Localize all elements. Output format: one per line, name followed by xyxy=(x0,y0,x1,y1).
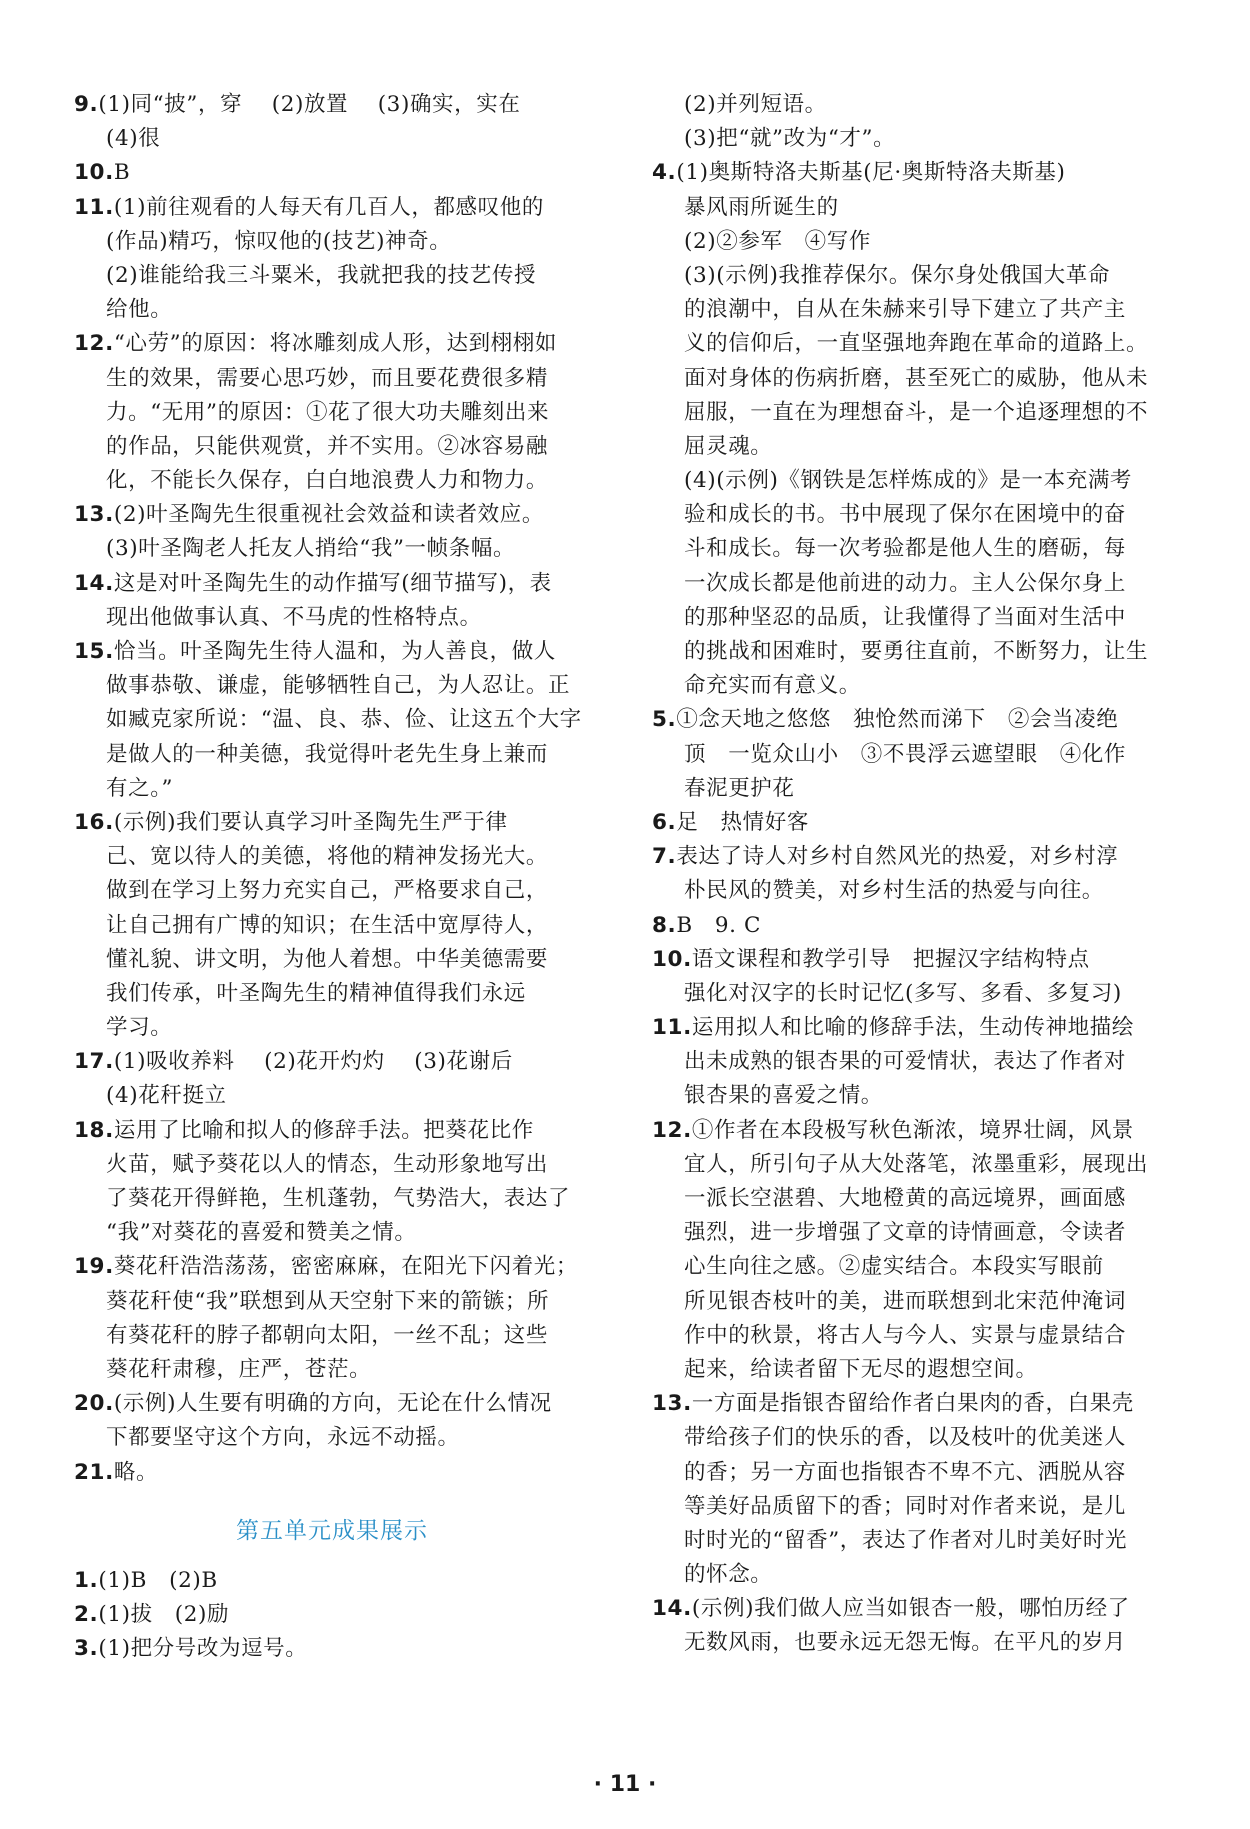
answer-line xyxy=(652,498,1152,532)
answer-line xyxy=(652,874,1152,908)
answer-text: (1)前往观看的人每天有几百人，都感叹他的 xyxy=(113,194,544,220)
answer-text: 运用了比喻和拟人的修辞手法。把葵花比作 xyxy=(113,1117,534,1143)
answer-text: 葵花秆使“我”联想到从天空射下来的箭镞；所 xyxy=(106,1288,550,1314)
answer-text: 懂礼貌、讲文明，为他人着想。中华美德需要 xyxy=(106,946,549,972)
answer-text: 春泥更护花 xyxy=(684,775,795,801)
answer-line xyxy=(652,156,1152,190)
answer-text: (4)花秆挺立 xyxy=(106,1083,227,1109)
answer-line xyxy=(74,567,590,601)
left-column xyxy=(74,88,590,1666)
answer-text: 做事恭敬、谦虚，能够牺牲自己，为人忍让。正 xyxy=(106,673,571,699)
answer-line xyxy=(652,225,1152,259)
answer-line xyxy=(652,738,1152,772)
answer-text: 运用拟人和比喻的修辞手法，生动传神地描绘 xyxy=(691,1015,1134,1041)
answer-line xyxy=(652,1011,1152,1045)
answer-line xyxy=(652,1216,1152,1250)
question-number: 10. xyxy=(652,946,692,972)
answer-text: 做到在学习上努力充实自己，严格要求自己， xyxy=(106,878,549,904)
answer-line xyxy=(652,122,1152,156)
answer-text: 顶 一览众山小 ③不畏浮云遮望眼 ④化作 xyxy=(684,741,1127,767)
answer-text: 力。“无用”的原因：①花了很大功夫雕刻出来 xyxy=(106,399,550,425)
answer-text: 生的效果，需要心思巧妙，而且要花费很多精 xyxy=(106,365,549,391)
answer-text: 作中的秋景，将古人与今人、实景与虚景结合 xyxy=(684,1322,1127,1348)
question-number: 1. xyxy=(74,1567,99,1593)
answer-line xyxy=(652,293,1152,327)
answer-line xyxy=(652,669,1152,703)
answer-text: (1)吸收养料 (2)花开灼灼 (3)花谢后 xyxy=(113,1049,513,1075)
answer-text: 足 热情好客 xyxy=(676,809,809,835)
answer-line xyxy=(652,567,1152,601)
answer-line xyxy=(652,1421,1152,1455)
answer-line xyxy=(652,1387,1152,1421)
answer-text: 银杏果的喜爱之情。 xyxy=(684,1083,883,1109)
answer-text: B 9. C xyxy=(676,912,762,938)
question-number: 19. xyxy=(74,1254,114,1280)
section-title: 第五单元成果展示 xyxy=(236,1517,428,1544)
answer-line xyxy=(74,1598,590,1632)
question-number: 16. xyxy=(74,809,114,835)
answer-text: 下都要坚守这个方向，永远不动摇。 xyxy=(106,1425,460,1451)
answer-text: (2)并列短语。 xyxy=(684,92,827,117)
answer-text: 恰当。叶圣陶先生待人温和，为人善良，做人 xyxy=(113,639,556,664)
answer-line xyxy=(74,806,590,840)
answer-text: 无数风雨，也要永远无怨无悔。在平凡的岁月 xyxy=(684,1630,1127,1656)
right-column xyxy=(652,88,1152,1661)
answer-text: 的怀念。 xyxy=(684,1562,773,1588)
answer-text: 暴风雨所诞生的 xyxy=(684,194,839,220)
question-number: 7. xyxy=(652,844,677,870)
answer-text: (3)(示例)我推荐保尔。保尔身处俄国大革命 xyxy=(684,262,1110,288)
answer-text: 义的信仰后，一直坚强地奔跑在革命的道路上。 xyxy=(684,331,1149,357)
answer-line xyxy=(74,122,590,156)
answer-line xyxy=(74,1632,590,1666)
answer-text: 葵花秆浩浩荡荡，密密麻麻，在阳光下闪着光； xyxy=(113,1254,578,1280)
answer-text: (2)谁能给我三斗粟米，我就把我的技艺传授 xyxy=(106,262,537,288)
answer-line xyxy=(652,362,1152,396)
answer-line xyxy=(652,1319,1152,1353)
answer-text: 斗和成长。每一次考验都是他人生的磨砺，每 xyxy=(684,536,1127,562)
question-number: 13. xyxy=(652,1391,692,1417)
answer-text: (3)把“就”改为“才”。 xyxy=(684,126,896,152)
answer-line xyxy=(74,840,590,874)
question-number: 20. xyxy=(74,1391,114,1417)
answer-line xyxy=(652,259,1152,293)
question-number: 6. xyxy=(652,809,677,835)
question-number: 17. xyxy=(74,1049,114,1075)
answer-text: (1)同“披”，穿 (2)放置 (3)确实，实在 xyxy=(98,92,521,117)
answer-text: 朴民风的赞美，对乡村生活的热爱与向往。 xyxy=(684,878,1104,904)
answer-text: 这是对叶圣陶先生的动作描写(细节描写)，表 xyxy=(113,570,552,596)
question-number: 13. xyxy=(74,502,114,528)
answer-line xyxy=(652,943,1152,977)
answer-text: (示例)我们要认真学习叶圣陶先生严于律 xyxy=(113,809,508,835)
answer-line xyxy=(652,464,1152,498)
answer-text: 屈灵魂。 xyxy=(684,433,773,459)
answer-text: (1)B (2)B xyxy=(98,1567,218,1593)
answer-line xyxy=(74,1319,590,1353)
answer-line xyxy=(74,225,590,259)
answer-line xyxy=(74,635,590,669)
question-number: 8. xyxy=(652,912,677,938)
answer-line xyxy=(74,293,590,327)
question-number: 11. xyxy=(74,194,114,220)
answer-text: (4)很 xyxy=(106,126,161,152)
answer-text: 强烈，进一步增强了文章的诗情画意，令读者 xyxy=(684,1220,1127,1246)
answer-line xyxy=(652,396,1152,430)
answer-line xyxy=(652,1626,1152,1660)
answer-line xyxy=(652,430,1152,464)
answer-line xyxy=(74,362,590,396)
answer-line xyxy=(652,806,1152,840)
answer-line xyxy=(74,396,590,430)
answer-text: 语文课程和教学引导 把握汉字结构特点 xyxy=(691,946,1090,972)
answer-text: 表达了诗人对乡村自然风光的热爱，对乡村淳 xyxy=(676,844,1119,870)
answer-line xyxy=(74,1045,590,1079)
answer-line xyxy=(74,943,590,977)
answer-line xyxy=(652,909,1152,943)
answer-text: 是做人的一种美德，我觉得叶老先生身上兼而 xyxy=(106,741,549,767)
answer-text: 等美好品质留下的香；同时对作者来说，是儿 xyxy=(684,1493,1127,1519)
question-number: 4. xyxy=(652,160,677,186)
answer-text: 起来，给读者留下无尽的遐想空间。 xyxy=(684,1356,1038,1382)
answer-text: 面对身体的伤病折磨，甚至死亡的威胁，他从未 xyxy=(684,365,1149,391)
answer-line xyxy=(652,191,1152,225)
answer-text: ①作者在本段极写秋色渐浓，境界壮阔，风景 xyxy=(691,1117,1134,1143)
answer-text: 己、宽以待人的美德，将他的精神发扬光大。 xyxy=(106,844,549,870)
answer-text: 一派长空湛碧、大地橙黄的高远境界，画面感 xyxy=(684,1186,1127,1211)
answer-line xyxy=(74,703,590,737)
answer-line xyxy=(652,1079,1152,1113)
answer-text: (示例)人生要有明确的方向，无论在什么情况 xyxy=(113,1391,552,1417)
answer-line xyxy=(652,772,1152,806)
question-number: 14. xyxy=(74,570,114,596)
answer-text: 出未成熟的银杏果的可爱情状，表达了作者对 xyxy=(684,1049,1127,1075)
answer-text: (示例)我们做人应当如银杏一般，哪怕历经了 xyxy=(691,1596,1130,1622)
answer-text: 命充实而有意义。 xyxy=(684,673,861,699)
answer-text: 时时光的“留香”，表达了作者对儿时美好时光 xyxy=(684,1527,1128,1553)
question-number: 10. xyxy=(74,160,114,186)
answer-text: B xyxy=(113,160,131,186)
answer-text: 有葵花秆的脖子都朝向太阳，一丝不乱；这些 xyxy=(106,1322,549,1348)
answer-text: 给他。 xyxy=(106,297,173,323)
question-number: 2. xyxy=(74,1601,99,1627)
answer-text: (作品)精巧，惊叹他的(技艺)神奇。 xyxy=(106,228,452,254)
answer-text: 如臧克家所说：“温、良、恭、俭、让这五个大字 xyxy=(106,707,582,733)
answer-text: 验和成长的书。书中展现了保尔在困境中的奋 xyxy=(684,502,1127,528)
answer-line xyxy=(74,1011,590,1045)
page-number: · 11 · xyxy=(593,1772,657,1797)
answer-line xyxy=(74,327,590,361)
answer-text: (3)叶圣陶老人托友人捎给“我”一帧条幅。 xyxy=(106,536,516,562)
answer-line xyxy=(652,88,1152,122)
answer-text: 的挑战和困难时，要勇往直前，不断努力，让生 xyxy=(684,639,1149,664)
answer-text: 学习。 xyxy=(106,1015,173,1041)
answer-line xyxy=(74,909,590,943)
answer-line xyxy=(74,1285,590,1319)
answer-text: 的那种坚忍的品质，让我懂得了当面对生活中 xyxy=(684,604,1127,630)
answer-text: 的作品，只能供观赏，并不实用。②冰容易融 xyxy=(106,433,549,459)
answer-text: 强化对汉字的长时记忆(多写、多看、多复习) xyxy=(684,980,1122,1006)
answer-line xyxy=(74,977,590,1011)
answer-text: 的浪潮中，自从在朱赫来引导下建立了共产主 xyxy=(684,297,1127,323)
answer-line xyxy=(74,1421,590,1455)
answer-line xyxy=(652,532,1152,566)
question-number: 18. xyxy=(74,1117,114,1143)
answer-line xyxy=(74,1182,590,1216)
answer-line xyxy=(652,1490,1152,1524)
answer-line xyxy=(74,772,590,806)
answer-line xyxy=(652,1285,1152,1319)
answer-text: 让自己拥有广博的知识；在生活中宽厚待人， xyxy=(106,912,549,938)
answer-line xyxy=(74,259,590,293)
answer-line xyxy=(74,1216,590,1250)
answer-line xyxy=(652,1558,1152,1592)
answer-line xyxy=(652,635,1152,669)
answer-text: ①念天地之悠悠 独怆然而涕下 ②会当凌绝 xyxy=(676,707,1119,733)
answer-line xyxy=(652,703,1152,737)
answer-text: 一方面是指银杏留给作者白果肉的香，白果壳 xyxy=(691,1391,1134,1417)
answer-line xyxy=(74,88,590,122)
answer-text: (1)把分号改为逗号。 xyxy=(98,1636,308,1662)
answer-text: “我”对葵花的喜爱和赞美之情。 xyxy=(106,1220,417,1246)
answer-text: 心生向往之感。②虚实结合。本段实写眼前 xyxy=(684,1254,1104,1280)
answer-text: 略。 xyxy=(113,1459,159,1485)
answer-text: 有之。” xyxy=(106,775,174,801)
question-number: 21. xyxy=(74,1459,114,1485)
answer-line xyxy=(74,1148,590,1182)
answer-text: (4)(示例)《钢铁是怎样炼成的》是一本充满考 xyxy=(684,468,1133,494)
answer-text: 所见银杏枝叶的美，进而联想到北宋范仲淹词 xyxy=(684,1288,1127,1314)
answer-line xyxy=(74,738,590,772)
answer-line xyxy=(652,977,1152,1011)
answer-line xyxy=(652,1456,1152,1490)
question-number: 12. xyxy=(652,1117,692,1143)
answer-line xyxy=(74,601,590,635)
answer-line xyxy=(74,532,590,566)
question-number: 9. xyxy=(74,92,99,117)
answer-line xyxy=(652,327,1152,361)
answer-line xyxy=(74,498,590,532)
answer-text: (1)拔 (2)励 xyxy=(98,1601,230,1627)
answer-text: 火苗，赋予葵花以人的情态，生动形象地写出 xyxy=(106,1151,549,1177)
answer-line xyxy=(74,1114,590,1148)
answer-text: 了葵花开得鲜艳，生机蓬勃，气势浩大，表达了 xyxy=(106,1186,571,1211)
answer-line xyxy=(74,1564,590,1598)
answer-line xyxy=(652,1045,1152,1079)
question-number: 14. xyxy=(652,1596,692,1622)
answer-text: (2)②参军 ④写作 xyxy=(684,228,871,254)
answer-line xyxy=(74,191,590,225)
answer-line xyxy=(652,1524,1152,1558)
answer-text: 化，不能长久保存，白白地浪费人力和物力。 xyxy=(106,468,549,494)
question-number: 11. xyxy=(652,1015,692,1041)
answer-text: 一次成长都是他前进的动力。主人公保尔身上 xyxy=(684,570,1127,596)
answer-text: 现出他做事认真、不马虎的性格特点。 xyxy=(106,604,482,630)
answer-line xyxy=(74,1387,590,1421)
answer-line xyxy=(74,464,590,498)
answer-line xyxy=(74,1456,590,1490)
answer-line xyxy=(652,1182,1152,1216)
answer-line xyxy=(652,1114,1152,1148)
answer-line xyxy=(74,156,590,190)
answer-text: 宜人，所引句子从大处落笔，浓墨重彩，展现出 xyxy=(684,1151,1149,1177)
answer-line xyxy=(74,1079,590,1113)
answer-text: 带给孩子们的快乐的香，以及枝叶的优美迷人 xyxy=(684,1425,1127,1451)
answer-text: 屈服，一直在为理想奋斗，是一个追逐理想的不 xyxy=(684,399,1149,425)
answer-line xyxy=(652,1592,1152,1626)
answer-text: 我们传承，叶圣陶先生的精神值得我们永远 xyxy=(106,980,526,1006)
answer-line xyxy=(652,1148,1152,1182)
answer-line xyxy=(652,840,1152,874)
answer-line xyxy=(652,601,1152,635)
answer-text: 的香；另一方面也指银杏不卑不亢、洒脱从容 xyxy=(684,1459,1127,1485)
answer-text: “心劳”的原因：将冰雕刻成人形，达到栩栩如 xyxy=(113,331,557,357)
answer-text: 葵花秆肃穆，庄严，苍茫。 xyxy=(106,1356,372,1382)
answer-line xyxy=(652,1250,1152,1284)
answer-line xyxy=(74,669,590,703)
question-number: 3. xyxy=(74,1636,99,1662)
question-number: 15. xyxy=(74,639,114,664)
answer-text: (2)叶圣陶先生很重视社会效益和读者效应。 xyxy=(113,502,544,528)
answer-text: (1)奥斯特洛夫斯基(尼·奥斯特洛夫斯基) xyxy=(676,160,1066,186)
answer-line xyxy=(74,1250,590,1284)
answer-line xyxy=(74,1353,590,1387)
answer-line xyxy=(74,874,590,908)
question-number: 5. xyxy=(652,707,677,733)
question-number: 12. xyxy=(74,331,114,357)
answer-line xyxy=(652,1353,1152,1387)
answer-line xyxy=(74,430,590,464)
